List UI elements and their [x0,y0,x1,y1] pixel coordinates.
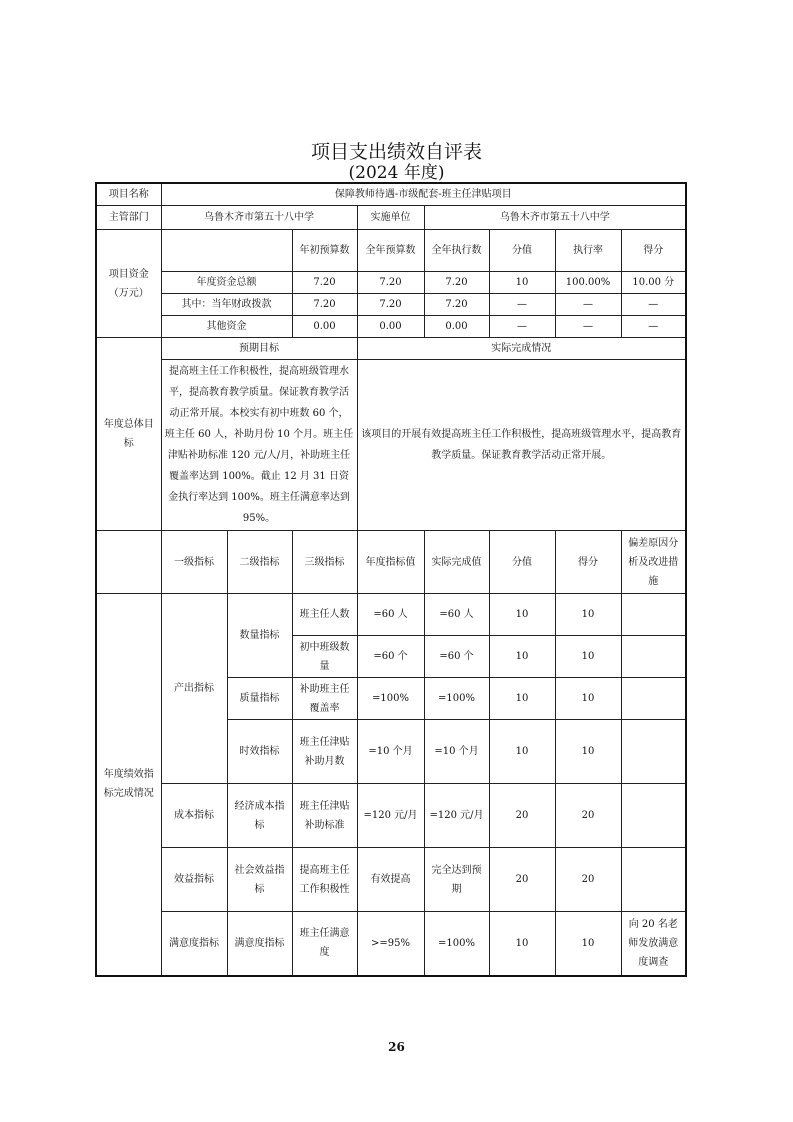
funds-row-initial: 7.20 [292,294,357,316]
indicator-actual: =60 人 [424,594,489,636]
indicator-l3: 提高班主任工作积极性 [292,848,357,912]
indicator-score: 10 [555,720,621,784]
dept-value: 乌鲁木齐市第五十八中学 [161,206,357,230]
page-number: 26 [388,1040,405,1054]
indicator-value: 20 [489,784,555,848]
indicator-score: 20 [555,784,621,848]
indicator-l1: 满意度指标 [161,912,227,976]
funds-row-executed: 0.00 [424,316,489,338]
funds-row-name: 其中：当年财政拨款 [161,294,292,316]
indicator-value: 10 [489,594,555,636]
funds-header-annual: 全年预算数 [357,230,424,272]
expected-goal-header: 预期目标 [161,338,357,360]
indicator-header-note: 偏差原因分析及改进措施 [621,531,686,594]
indicator-target: 有效提高 [357,848,424,912]
indicator-value: 10 [489,678,555,720]
indicator-header-target: 年度指标值 [357,531,424,594]
indicator-row [96,594,686,636]
indicator-header-l2: 二级指标 [227,531,292,594]
indicator-l2: 质量指标 [227,678,292,720]
indicator-score: 20 [555,848,621,912]
indicator-target: =60 人 [357,594,424,636]
indicator-header-actual: 实际完成值 [424,531,489,594]
funds-row-name: 其他资金 [161,316,292,338]
quantity-indicator-label: 数量指标 [227,594,292,678]
indicator-row [96,912,686,976]
indicator-value: 10 [489,720,555,784]
indicator-l3: 班主任津贴补助标准 [292,784,357,848]
indicator-actual: 完全达到预期 [424,848,489,912]
funds-row-executed: 7.20 [424,272,489,294]
year-subtitle: (2024 年度) [348,163,445,183]
funds-row-annual: 0.00 [357,316,424,338]
indicator-actual: =100% [424,912,489,976]
indicator-header-blank [96,531,161,594]
indicator-target: >=95% [357,912,424,976]
indicator-header-l1: 一级指标 [161,531,227,594]
indicator-value: 20 [489,848,555,912]
funds-row-score-value: — [489,294,555,316]
funds-header-score-value: 分值 [489,230,555,272]
goals-label: 年度总体目标 [96,338,161,531]
indicator-score: 10 [555,594,621,636]
indicator-note [621,594,686,636]
indicator-l2: 经济成本指标 [227,784,292,848]
indicator-l3: 班主任满意度 [292,912,357,976]
indicator-target: =60 个 [357,636,424,678]
indicator-note [621,720,686,784]
indicator-actual: =120 元/月 [424,784,489,848]
funds-row [96,272,686,294]
impl-unit-value: 乌鲁木齐市第五十八中学 [424,206,686,230]
indicator-l3: 初中班级数量 [292,636,357,678]
funds-row-score-value: — [489,316,555,338]
indicator-actual: =10 个月 [424,720,489,784]
indicators-section-label: 年度绩效指标完成情况 [96,594,161,976]
actual-goal-header: 实际完成情况 [357,338,686,360]
indicator-note [621,636,686,678]
indicator-header-value: 分值 [489,531,555,594]
actual-goal-text: 该项目的开展有效提高班主任工作积极性，提高班级管理水平，提高教育教学质量。保证教育教学活动正常开展。 [357,360,686,531]
indicator-score: 10 [555,636,621,678]
funds-row-score: 10.00 分 [621,272,686,294]
self-evaluation-table [95,182,687,977]
funds-row-rate: — [555,316,621,338]
indicator-l1: 效益指标 [161,848,227,912]
funds-row-score: — [621,294,686,316]
funds-row-initial: 7.20 [292,272,357,294]
funds-header-executed: 全年执行数 [424,230,489,272]
indicator-l2: 社会效益指标 [227,848,292,912]
funds-row-executed: 7.20 [424,294,489,316]
indicator-note [621,678,686,720]
indicator-actual: =60 个 [424,636,489,678]
indicator-l3: 班主任人数 [292,594,357,636]
indicator-target: =120 元/月 [357,784,424,848]
indicator-target: =10 个月 [357,720,424,784]
funds-row-score: — [621,316,686,338]
page-title: 项目支出绩效自评表 [310,141,482,163]
project-name-value: 保障教师待遇-市级配套-班主任津贴项目 [161,183,686,206]
funds-label: 项目资金（万元） [96,230,161,338]
indicator-l2: 满意度指标 [227,912,292,976]
indicator-note [621,848,686,912]
dept-label: 主管部门 [96,206,161,230]
funds-row [96,294,686,316]
indicator-l2: 时效指标 [227,720,292,784]
indicator-header-score: 得分 [555,531,621,594]
funds-row-rate: 100.00% [555,272,621,294]
project-name-label: 项目名称 [96,183,161,206]
funds-blank [161,230,292,272]
funds-row-annual: 7.20 [357,294,424,316]
indicator-target: =100% [357,678,424,720]
funds-row-initial: 0.00 [292,316,357,338]
funds-row [96,316,686,338]
indicator-score: 10 [555,678,621,720]
funds-row-annual: 7.20 [357,272,424,294]
indicator-l3: 补助班主任覆盖率 [292,678,357,720]
funds-row-score-value: 10 [489,272,555,294]
funds-row-name: 年度资金总额 [161,272,292,294]
indicator-l3: 班主任津贴补助月数 [292,720,357,784]
funds-row-rate: — [555,294,621,316]
indicator-row [96,784,686,848]
indicator-actual: =100% [424,678,489,720]
indicator-note [621,784,686,848]
indicator-score: 10 [555,912,621,976]
indicator-value: 10 [489,636,555,678]
indicator-l1: 成本指标 [161,784,227,848]
expected-goal-text: 提高班主任工作积极性，提高班级管理水平，提高教育教学质量。保证教育教学活动正常开展。本校实有初中班数 60 个，班主任 60 人，补助月份 10 个月。班主任津贴补助标准 120 元/人/月，补助班主任覆盖率达到 100%。截止 12 月 31 日资金执行率达到 100%。班主任满意率达到 95%。 [161,360,357,531]
impl-unit-label: 实施单位 [357,206,424,230]
output-indicator-label: 产出指标 [161,594,227,784]
indicator-row [96,848,686,912]
indicator-value: 10 [489,912,555,976]
funds-header-initial: 年初预算数 [292,230,357,272]
indicator-note: 向 20 名老师发放满意度调查 [621,912,686,976]
indicator-header-l3: 三级指标 [292,531,357,594]
funds-header-rate: 执行率 [555,230,621,272]
funds-header-score: 得分 [621,230,686,272]
